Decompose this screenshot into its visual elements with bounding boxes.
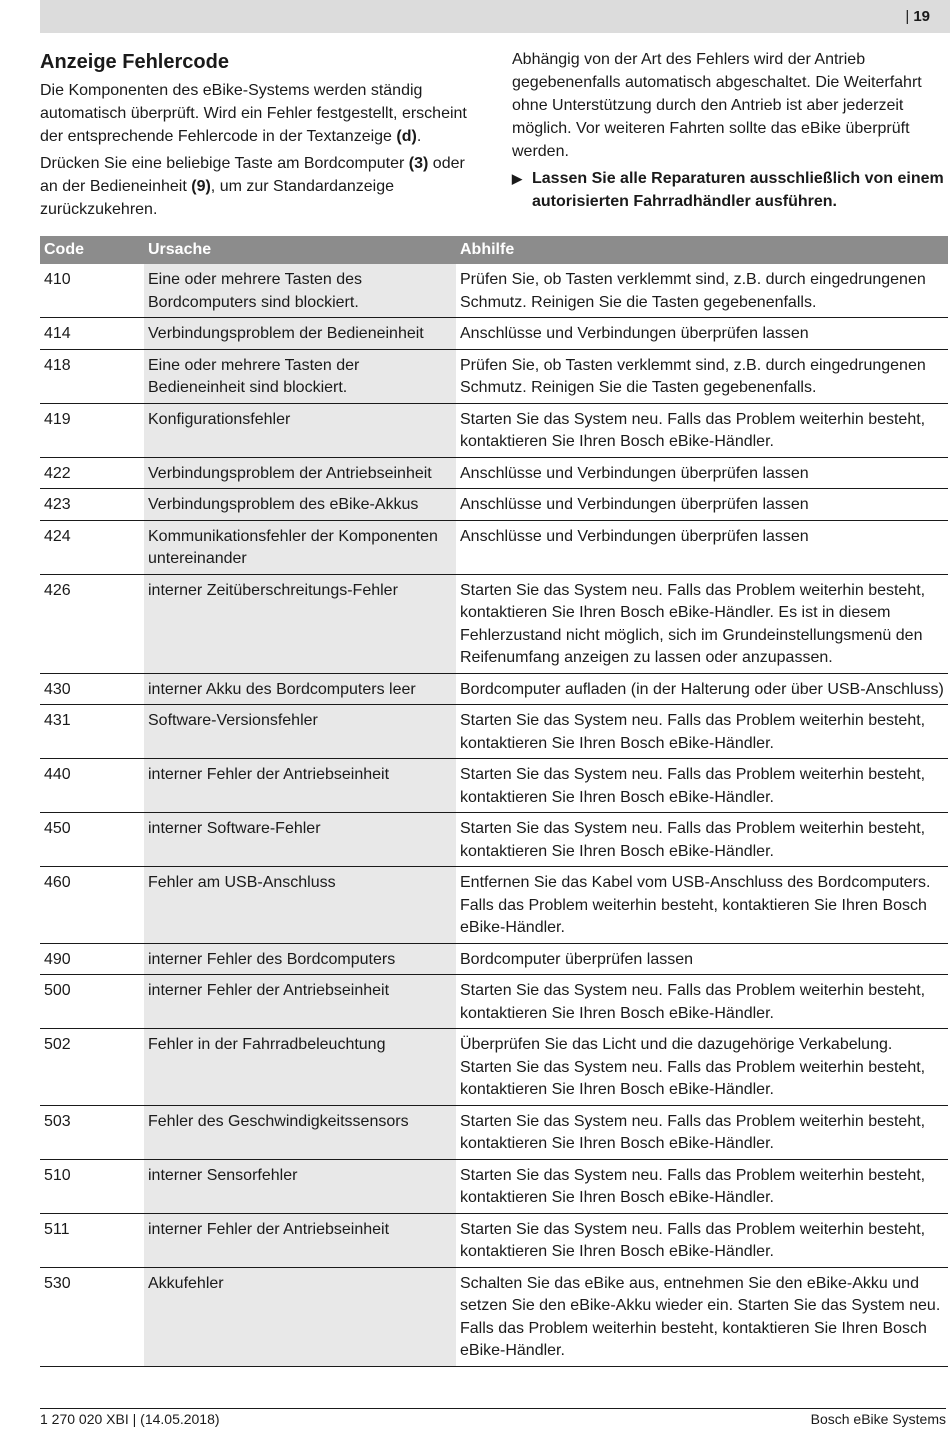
remedy-cell: Bordcomputer überprüfen lassen xyxy=(456,943,948,975)
table-row xyxy=(40,520,948,574)
error-code-cell: 503 xyxy=(40,1105,144,1159)
cause-cell: Verbindungsproblem der Antriebseinheit xyxy=(144,457,456,489)
cause-cell: interner Akku des Bordcomputers leer xyxy=(144,673,456,705)
remedy-cell: Starten Sie das System neu. Falls das Problem weiterhin besteht, kontaktieren Sie Ihren Bosch eBike-Händler. xyxy=(456,759,948,813)
table-row xyxy=(40,1159,948,1213)
cause-cell: interner Fehler der Antriebseinheit xyxy=(144,759,456,813)
cause-cell: interner Sensorfehler xyxy=(144,1159,456,1213)
remedy-cell: Anschlüsse und Verbindungen überprüfen lassen xyxy=(456,520,948,574)
table-row xyxy=(40,759,948,813)
triangle-bullet-icon: ▶ xyxy=(512,171,522,186)
table-row xyxy=(40,943,948,975)
error-code-cell: 502 xyxy=(40,1029,144,1106)
cause-cell: Konfigurationsfehler xyxy=(144,403,456,457)
table-row xyxy=(40,1267,948,1366)
cause-cell: Akkufehler xyxy=(144,1267,456,1366)
remedy-cell: Starten Sie das System neu. Falls das Problem weiterhin besteht, kontaktieren Sie Ihren Bosch eBike-Händler. xyxy=(456,403,948,457)
remedy-cell: Starten Sie das System neu. Falls das Problem weiterhin besteht, kontaktieren Sie Ihren Bosch eBike-Händler. xyxy=(456,1159,948,1213)
remedy-cell: Starten Sie das System neu. Falls das Problem weiterhin besteht, kontaktieren Sie Ihren Bosch eBike-Händler. xyxy=(456,1213,948,1267)
intro-paragraph xyxy=(40,79,485,148)
display-ref: (d) xyxy=(396,128,417,145)
cause-cell: Fehler in der Fahrradbeleuchtung xyxy=(144,1029,456,1106)
cause-cell: interner Fehler des Bordcomputers xyxy=(144,943,456,975)
remedy-cell: Starten Sie das System neu. Falls das Problem weiterhin besteht, kontaktieren Sie Ihren Bosch eBike-Händler. xyxy=(456,1105,948,1159)
remedy-cell: Starten Sie das System neu. Falls das Problem weiterhin besteht, kontaktieren Sie Ihren Bosch eBike-Händler. Es ist in diesem Fehlerzustand nicht möglich, sich im Grundeinstellungsmenü den Reifenumfang anzeigen zu lassen oder anzupassen. xyxy=(456,574,948,673)
table-row xyxy=(40,813,948,867)
cause-cell: interner Fehler der Antriebseinheit xyxy=(144,1213,456,1267)
column-header-abhilfe: Abhilfe xyxy=(456,236,948,264)
cause-cell: Fehler am USB-Anschluss xyxy=(144,867,456,944)
error-code-cell: 422 xyxy=(40,457,144,489)
cause-cell: Eine oder mehrere Tasten des Bordcomputers sind blockiert. xyxy=(144,264,456,318)
drive-shutdown-paragraph: Abhängig von der Art des Fehlers wird der Antrieb gegebenenfalls automatisch abgeschaltet. Die Weiterfahrt ohne Unterstützung durch den Antrieb ist aber jederzeit möglich. Vor weiteren Fahrten sollte das eBike überprüft werden. xyxy=(512,51,922,160)
table-row xyxy=(40,349,948,403)
error-code-cell: 423 xyxy=(40,489,144,521)
cause-cell: Software-Versionsfehler xyxy=(144,705,456,759)
cause-cell: Verbindungsproblem der Bedieneinheit xyxy=(144,318,456,350)
table-header-row xyxy=(40,236,948,264)
remedy-cell: Anschlüsse und Verbindungen überprüfen lassen xyxy=(456,489,948,521)
error-code-cell: 500 xyxy=(40,975,144,1029)
cause-cell: Kommunikationsfehler der Komponenten untereinander xyxy=(144,520,456,574)
remedy-cell: Anschlüsse und Verbindungen überprüfen lassen xyxy=(456,318,948,350)
table-body xyxy=(40,264,948,1366)
table-row xyxy=(40,1029,948,1106)
cause-cell: interner Zeitüberschreitungs-Fehler xyxy=(144,574,456,673)
table-row xyxy=(40,489,948,521)
error-code-cell: 431 xyxy=(40,705,144,759)
cause-cell: Eine oder mehrere Tasten der Bedieneinheit sind blockiert. xyxy=(144,349,456,403)
column-header-ursache: Ursache xyxy=(144,236,456,264)
error-code-cell: 460 xyxy=(40,867,144,944)
bedieneinheit-ref: (9) xyxy=(191,178,211,195)
repair-warning-text: Lassen Sie alle Reparaturen ausschließlich von einem autorisierten Fahrradhändler ausführen. xyxy=(532,170,944,210)
column-header-code: Code xyxy=(40,236,144,264)
remedy-cell: Starten Sie das System neu. Falls das Problem weiterhin besteht, kontaktieren Sie Ihren Bosch eBike-Händler. xyxy=(456,975,948,1029)
table-row xyxy=(40,673,948,705)
cause-cell: interner Fehler der Antriebseinheit xyxy=(144,975,456,1029)
instruction-paragraph xyxy=(40,152,485,221)
cause-cell: interner Software-Fehler xyxy=(144,813,456,867)
cause-cell: Fehler des Geschwindigkeitssensors xyxy=(144,1105,456,1159)
error-code-cell: 511 xyxy=(40,1213,144,1267)
remedy-cell: Schalten Sie das eBike aus, entnehmen Sie den eBike-Akku und setzen Sie den eBike-Akku wieder ein. Starten Sie das System neu. Falls das Problem weiterhin besteht, kontaktieren Sie Ihren Bosch eBike-Händler. xyxy=(456,1267,948,1366)
remedy-cell: Prüfen Sie, ob Tasten verklemmt sind, z.B. durch eingedrungenen Schmutz. Reinigen Sie die Tasten gegebenenfalls. xyxy=(456,349,948,403)
table-row xyxy=(40,867,948,944)
table-row xyxy=(40,1213,948,1267)
remedy-cell: Überprüfen Sie das Licht und die dazugehörige Verkabelung. Starten Sie das System neu. Falls das Problem weiterhin besteht, kontaktieren Sie Ihren Bosch eBike-Händler. xyxy=(456,1029,948,1106)
table-row xyxy=(40,457,948,489)
error-code-cell: 414 xyxy=(40,318,144,350)
table-row xyxy=(40,705,948,759)
document-number: 1 270 020 XBI | (14.05.2018) xyxy=(40,1411,220,1427)
instruction-text: Drücken Sie eine beliebige Taste am Bordcomputer xyxy=(40,155,409,172)
cause-cell: Verbindungsproblem des eBike-Akkus xyxy=(144,489,456,521)
instruction-text: oder an der Bedieneinheit xyxy=(40,155,465,195)
error-code-cell: 430 xyxy=(40,673,144,705)
error-code-cell: 510 xyxy=(40,1159,144,1213)
table-row xyxy=(40,975,948,1029)
error-code-cell: 490 xyxy=(40,943,144,975)
table-row xyxy=(40,1105,948,1159)
section-heading: Anzeige Fehlercode xyxy=(40,51,229,73)
error-code-cell: 440 xyxy=(40,759,144,813)
page-number: | 19 xyxy=(905,8,930,25)
remedy-cell: Bordcomputer aufladen (in der Halterung oder über USB-Anschluss) xyxy=(456,673,948,705)
remedy-cell: Prüfen Sie, ob Tasten verklemmt sind, z.B. durch eingedrungenen Schmutz. Reinigen Sie die Tasten gegebenenfalls. xyxy=(456,264,948,318)
repair-warning xyxy=(512,167,947,213)
footer xyxy=(40,1408,946,1427)
error-code-cell: 426 xyxy=(40,574,144,673)
error-code-cell: 419 xyxy=(40,403,144,457)
publisher: Bosch eBike Systems xyxy=(810,1411,946,1427)
table-row xyxy=(40,403,948,457)
remedy-cell: Starten Sie das System neu. Falls das Problem weiterhin besteht, kontaktieren Sie Ihren Bosch eBike-Händler. xyxy=(456,813,948,867)
error-code-table xyxy=(40,236,948,1367)
error-code-cell: 424 xyxy=(40,520,144,574)
intro-text: Die Komponenten des eBike-Systems werden ständig automatisch überprüft. Wird ein Fehler festgestellt, erscheint der entsprechende Fehlercode in der Textanzeige xyxy=(40,82,467,145)
table-row xyxy=(40,264,948,318)
error-code-cell: 530 xyxy=(40,1267,144,1366)
remedy-cell: Starten Sie das System neu. Falls das Problem weiterhin besteht, kontaktieren Sie Ihren Bosch eBike-Händler. xyxy=(456,705,948,759)
remedy-cell: Anschlüsse und Verbindungen überprüfen lassen xyxy=(456,457,948,489)
right-column xyxy=(512,48,947,213)
instruction-text: , um zur Standardanzeige zurückzukehren. xyxy=(40,178,395,218)
intro-text-end: . xyxy=(416,128,422,145)
bordcomputer-ref: (3) xyxy=(408,155,429,172)
error-code-cell: 450 xyxy=(40,813,144,867)
left-column xyxy=(40,48,485,225)
remedy-cell: Entfernen Sie das Kabel vom USB-Anschluss des Bordcomputers. Falls das Problem weiterhin besteht, kontaktieren Sie Ihren Bosch eBike-Händler. xyxy=(456,867,948,944)
header-bar xyxy=(40,0,950,33)
table-row xyxy=(40,318,948,350)
error-code-cell: 418 xyxy=(40,349,144,403)
error-code-cell: 410 xyxy=(40,264,144,318)
table-row xyxy=(40,574,948,673)
